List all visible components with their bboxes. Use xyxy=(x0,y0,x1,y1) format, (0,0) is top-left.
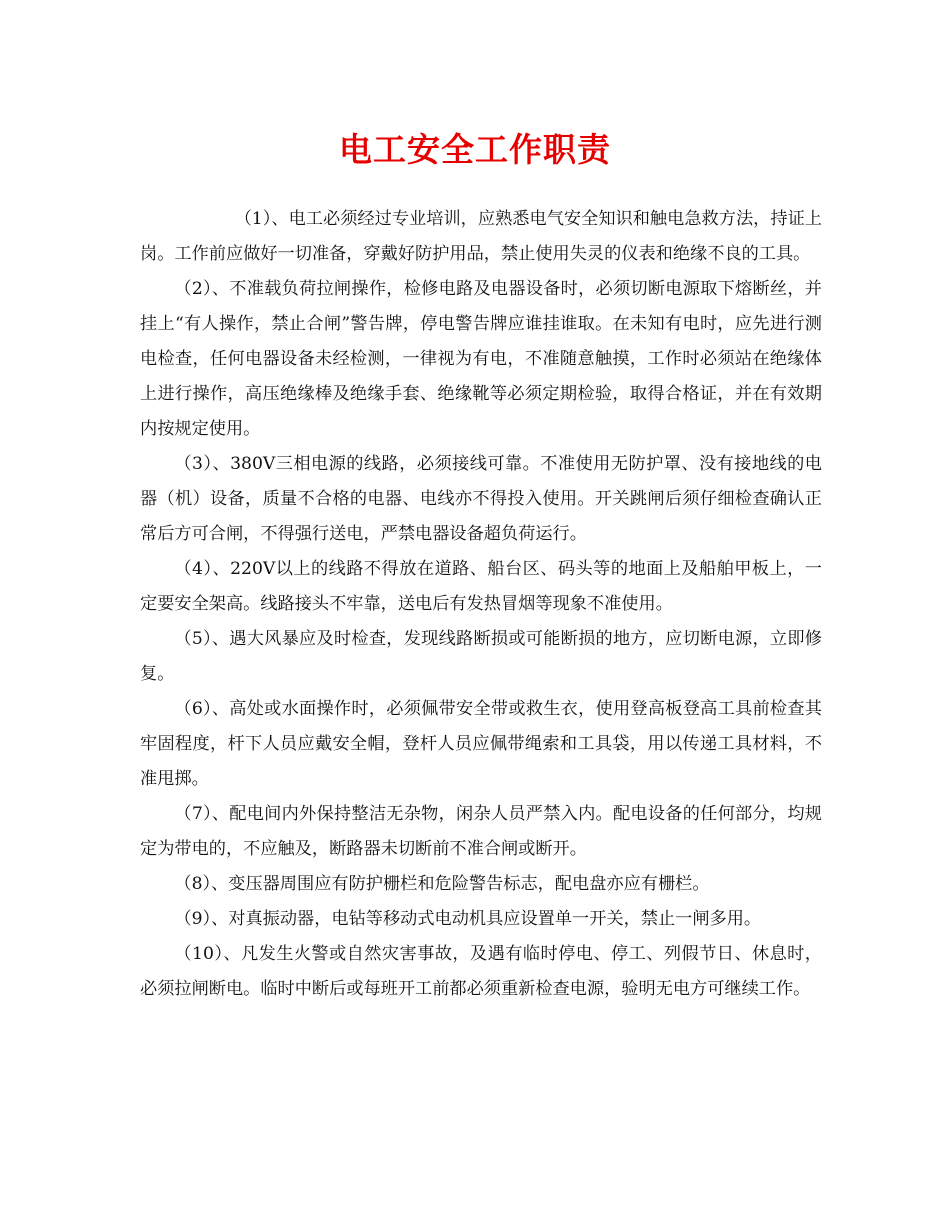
paragraph-5: （5）、遇大风暴应及时检查，发现线路断损或可能断损的地方，应切断电源，立即修复。 xyxy=(140,629,822,684)
paragraph-6: （6）、高处或水面操作时，必须佩带安全带或救生衣，使用登高板登高工具前检查其牢固程度，杆下人员应戴安全帽，登杆人员应佩带绳索和工具袋，用以传递工具材料，不准甩掷。 xyxy=(140,699,822,789)
document-title: 电工安全工作职责 xyxy=(339,130,611,169)
paragraph-1: （1）、电工必须经过专业培训，应熟悉电气安全知识和触电急救方法，持证上岗。工作前应做好一切准备，穿戴好防护用品，禁止使用失灵的仪表和绝缘不良的工具。 xyxy=(140,209,822,264)
document-body xyxy=(140,202,822,1007)
paragraph-8: （8）、变压器周围应有防护栅栏和危险警告标志，配电盘亦应有栅栏。 xyxy=(174,874,710,894)
paragraph-9: （9）、对真振动器，电钻等移动式电动机具应设置单一开关，禁止一闸多用。 xyxy=(174,909,762,929)
paragraph-7: （7）、配电间内外保持整洁无杂物，闲杂人员严禁入内。配电设备的任何部分，均规定为带电的，不应触及，断路器未切断前不准合闸或断开。 xyxy=(140,804,822,859)
paragraph-2: （2）、不准载负荷拉闸操作，检修电路及电器设备时，必须切断电源取下熔断丝，并挂上“有人操作，禁止合闸”警告牌，停电警告牌应谁挂谁取。在未知有电时，应先进行测电检查，任何电器设备未经检测，一律视为有电，不准随意触摸，工作时必须站在绝缘体上进行操作，高压绝缘棒及绝缘手套、绝缘靴等必须定期检验，取得合格证，并在有效期内按规定使用。 xyxy=(140,279,822,439)
paragraph-4: （4）、220V以上的线路不得放在道路、船台区、码头等的地面上及船舶甲板上，一定要安全架高。线路接头不牢靠，送电后有发热冒烟等现象不准使用。 xyxy=(140,559,822,614)
paragraph-10: （10）、凡发生火警或自然灾害事故，及遇有临时停电、停工、列假节日、休息时，必须拉闸断电。临时中断后或每班开工前都必须重新检查电源，验明无电方可继续工作。 xyxy=(140,944,822,999)
paragraph-3: （3）、380V三相电源的线路，必须接线可靠。不准使用无防护罩、没有接地线的电器（机）设备，质量不合格的电器、电线亦不得投入使用。开关跳闸后须仔细检查确认正常后方可合闸，不得强行送电，严禁电器设备超负荷运行。 xyxy=(140,454,822,544)
